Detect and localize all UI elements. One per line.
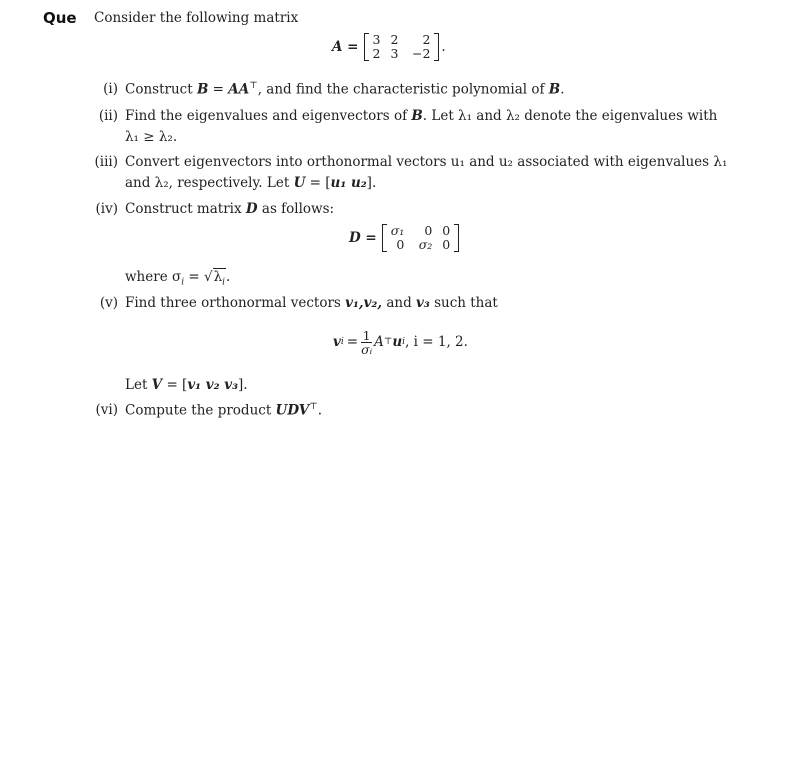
matrix-cell: 0 bbox=[396, 237, 405, 252]
matrix-cell: 0 bbox=[442, 237, 451, 252]
matrix-a-row bbox=[368, 33, 436, 47]
let-v-text: Let V = [v₁ v₂ v₃]. bbox=[125, 377, 248, 393]
fraction: $\frac{1}{\text{σᵢ}}$ bbox=[361, 327, 373, 357]
matrix-a-suffix: . bbox=[441, 39, 446, 55]
matrix-d-row bbox=[386, 238, 456, 252]
item-v-text: Find three orthonormal vectors v₁,v₂, and v₃ such that bbox=[125, 295, 498, 311]
matrix-d-block bbox=[349, 222, 458, 254]
matrix-cell: 2 bbox=[372, 46, 381, 61]
matrix-a-name: A = bbox=[332, 39, 359, 55]
where-text: where $\sigma_i = √\lambda_i$. bbox=[125, 269, 231, 288]
matrix-cell: −2 bbox=[411, 46, 431, 61]
item-number: (vi) bbox=[95, 402, 118, 418]
item-ii-line2: λ₁ ≥ λ₂. bbox=[125, 129, 178, 145]
matrix-cell: 0 bbox=[424, 223, 433, 238]
item-number: (v) bbox=[99, 295, 118, 311]
matrix-d-name: D = bbox=[349, 230, 377, 246]
item-iv-text: Construct matrix D as follows: bbox=[125, 201, 335, 217]
matrix-cell: 0 bbox=[442, 223, 451, 238]
question-label: Que bbox=[43, 9, 77, 27]
item-ii-line1: Find the eigenvalues and eigenvectors of B. Let λ₁ and λ₂ denote the eigenvalues with bbox=[125, 108, 718, 124]
matrix-cell: 2 bbox=[390, 32, 399, 47]
matrix-a-block bbox=[332, 31, 446, 63]
item-iii-line2: and λ₂, respectively. Let U = [u₁ u₂]. bbox=[125, 175, 377, 191]
item-number: (ii) bbox=[98, 108, 118, 124]
matrix-cell: 3 bbox=[372, 32, 381, 47]
intro-text: Consider the following matrix bbox=[94, 10, 299, 26]
item-number: (iv) bbox=[95, 201, 118, 217]
matrix-cell: 3 bbox=[390, 46, 399, 61]
item-number: (iii) bbox=[94, 154, 118, 170]
matrix-cell: 2 bbox=[422, 32, 431, 47]
item-iii-line1: Convert eigenvectors into orthonormal vectors u₁ and u₂ associated with eigenvalues λ₁ bbox=[125, 154, 728, 170]
matrix-cell: σ₁ bbox=[390, 223, 405, 238]
matrix-a bbox=[365, 33, 439, 61]
item-i-text: Construct B = AA⊤, and find the characteristic polynomial of B. bbox=[125, 81, 565, 98]
matrix-d bbox=[383, 224, 459, 252]
item-vi-text: Compute the product UDV⊤. bbox=[125, 402, 323, 419]
vi-formula: v i = $\frac{1}{\text{σᵢ}}$ A ⊤ u i , i = 1, 2. bbox=[333, 327, 468, 357]
item-number: (i) bbox=[103, 81, 118, 97]
matrix-cell: σ₂ bbox=[418, 237, 433, 252]
matrix-a-row bbox=[368, 47, 436, 61]
matrix-d-row bbox=[386, 224, 456, 238]
